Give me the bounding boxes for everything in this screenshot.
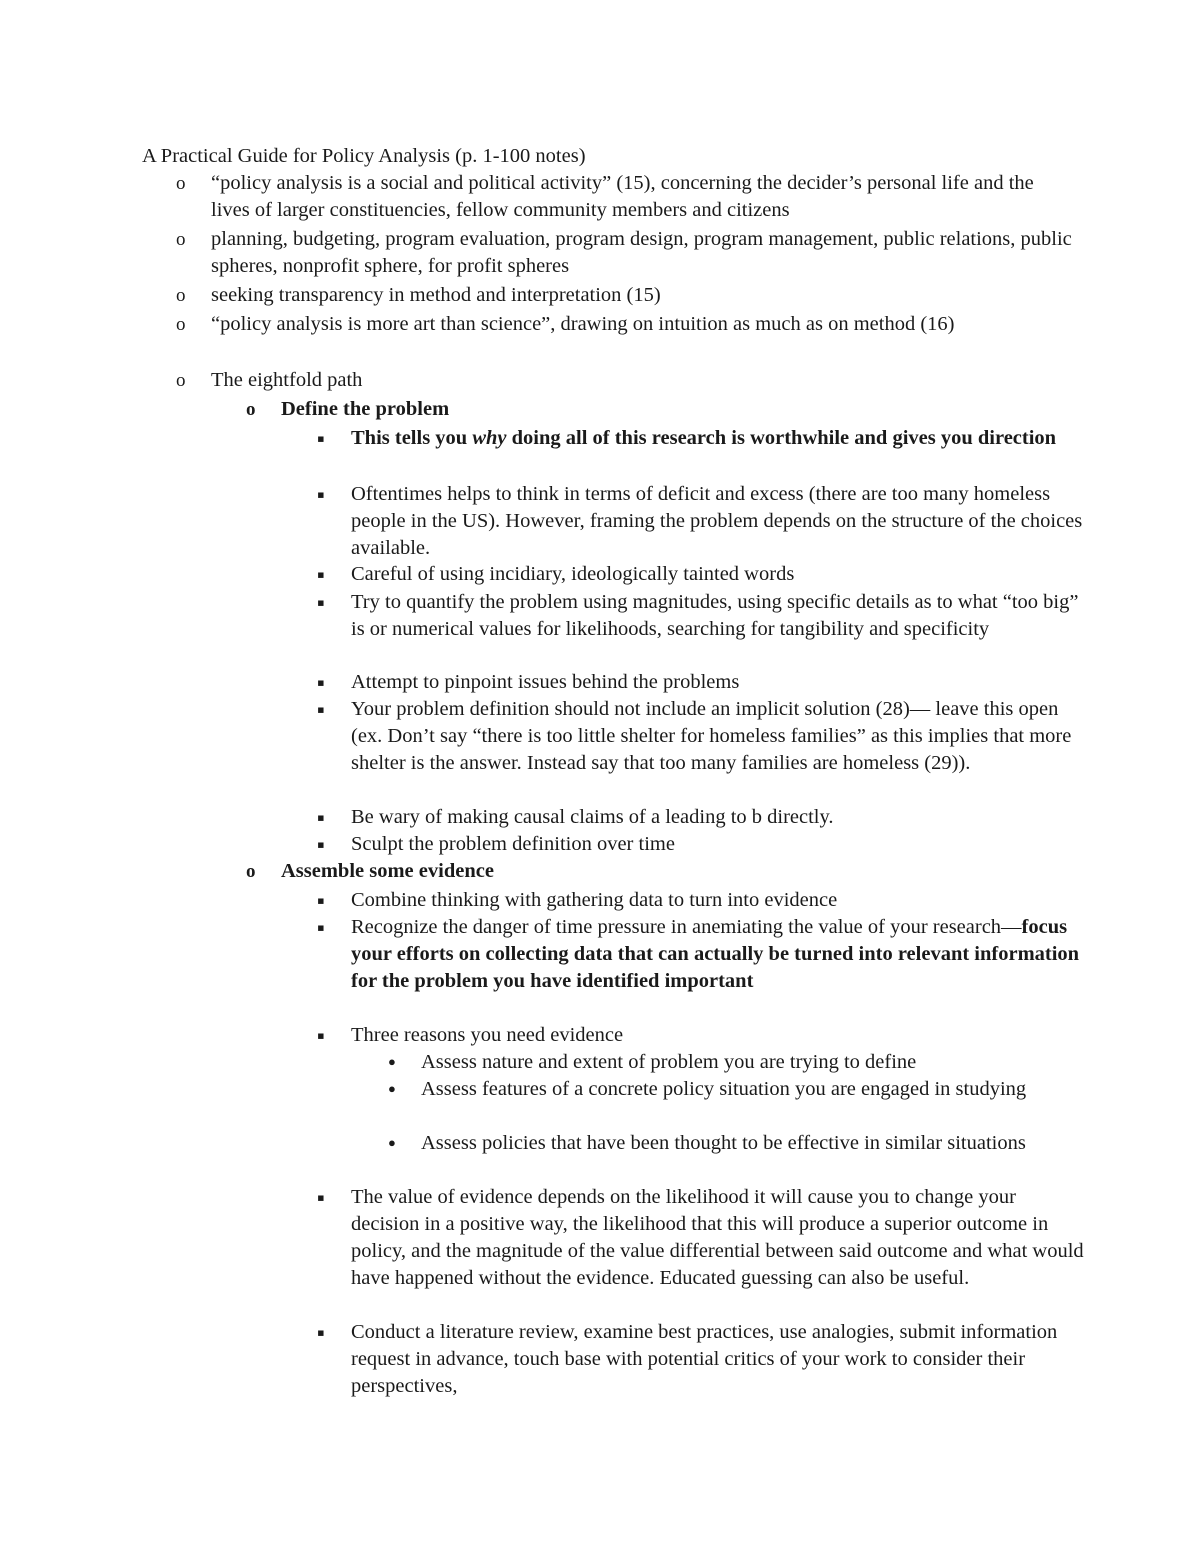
bold-circle-bullet-icon [246, 396, 276, 423]
dot-bullet-icon [386, 1076, 416, 1104]
list-item [316, 1022, 1086, 1049]
list-item-text: Assess nature and extent of problem you are trying to define [421, 1051, 917, 1073]
list-item-text: This tells you why doing all of this research is worthwhile and gives you direction [351, 427, 1057, 449]
circle-bullet-icon [176, 282, 206, 309]
square-bullet-icon [316, 696, 346, 725]
list-item [316, 1184, 1086, 1292]
list-item [176, 170, 1076, 224]
list-item-text: Sculpt the problem definition over time [351, 833, 675, 855]
circle-bullet-icon [176, 226, 206, 253]
heading-text: Define the problem [281, 398, 450, 420]
circle-bullet-icon [176, 170, 206, 197]
sub-list-item [386, 1049, 1086, 1076]
square-bullet-icon [316, 804, 346, 833]
list-item [176, 282, 1076, 309]
list-item-text: Attempt to pinpoint issues behind the problems [351, 671, 740, 693]
list-item [316, 887, 1086, 914]
list-item-text: Careful of using incidiary, ideologically tainted words [351, 563, 795, 585]
document-title: A Practical Guide for Policy Analysis (p. 1-100 notes) [142, 145, 586, 167]
square-bullet-icon [316, 1319, 346, 1348]
list-item-text: The value of evidence depends on the likelihood it will cause you to change your decision in a positive way, the likelihood that this will produce a superior outcome in policy, and the magnitude of the value differential between said outcome and what would have happened without the evidence. Educated guessing can also be useful. [351, 1186, 1084, 1289]
list-item [316, 561, 1086, 588]
square-bullet-icon [316, 669, 346, 698]
list-item-text: “policy analysis is more art than science”, drawing on intuition as much as on method (16) [211, 313, 955, 335]
list-item-text: Three reasons you need evidence [351, 1024, 624, 1046]
list-item [316, 589, 1086, 643]
list-item-text: Conduct a literature review, examine best practices, use analogies, submit information request in advance, touch base with potential critics of your work to consider their perspectives, [351, 1321, 1058, 1397]
list-item [316, 804, 1086, 831]
list-item [316, 425, 1086, 452]
list-item [176, 226, 1076, 280]
list-item [316, 696, 1086, 777]
square-bullet-icon [316, 1184, 346, 1213]
list-item-text: Be wary of making causal claims of a leading to b directly. [351, 806, 834, 828]
circle-bullet-icon [176, 367, 206, 394]
list-item-text: planning, budgeting, program evaluation, program design, program management, public relations, public spheres, nonprofit sphere, for profit spheres [211, 228, 1072, 277]
list-item [316, 481, 1086, 562]
list-item [316, 1319, 1086, 1400]
dot-bullet-icon [386, 1049, 416, 1077]
square-bullet-icon [316, 831, 346, 860]
dot-bullet-icon [386, 1130, 416, 1158]
square-bullet-icon [316, 887, 346, 916]
list-item-text: Assess policies that have been thought to be effective in similar situations [421, 1132, 1026, 1154]
square-bullet-icon [316, 589, 346, 618]
sub-list-item [386, 1076, 1086, 1103]
list-item-text: seeking transparency in method and interpretation (15) [211, 284, 661, 306]
list-item-text: Try to quantify the problem using magnitudes, using specific details as to what “too big” is or numerical values for likelihoods, searching for tangibility and specificity [351, 591, 1079, 640]
square-bullet-icon [316, 561, 346, 590]
list-item-text: “policy analysis is a social and political activity” (15), concerning the decider’s personal life and the lives of larger constituencies, fellow community members and citizens [211, 172, 1034, 221]
bold-circle-bullet-icon [246, 858, 276, 885]
sub-list-item [386, 1130, 1086, 1157]
list-item-text: Combine thinking with gathering data to turn into evidence [351, 889, 838, 911]
list-item-text: Recognize the danger of time pressure in anemiating the value of your research—focus your efforts on collecting data that can actually be turned into relevant information for the problem you have identified important [351, 916, 1080, 992]
square-bullet-icon [316, 425, 346, 454]
square-bullet-icon [316, 914, 346, 943]
square-bullet-icon [316, 481, 346, 510]
list-item-text: Your problem definition should not include an implicit solution (28)— leave this open (ex. Don’t say “there is too little shelter for homeless families” as this implies that more shelter is the answer. Instead say that too many families are homeless (29)). [351, 698, 1072, 774]
heading-text: Assemble some evidence [281, 860, 494, 882]
section-heading-assemble [246, 858, 1086, 885]
list-item-text: The eightfold path [211, 369, 363, 391]
list-item-text: Assess features of a concrete policy situation you are engaged in studying [421, 1078, 1027, 1100]
section-heading-define [246, 396, 1086, 423]
list-item [316, 669, 1086, 696]
list-item [316, 831, 1086, 858]
list-item [316, 914, 1086, 995]
square-bullet-icon [316, 1022, 346, 1051]
list-item-text: Oftentimes helps to think in terms of deficit and excess (there are too many homeless people in the US). However, framing the problem depends on the structure of the choices available. [351, 483, 1083, 559]
circle-bullet-icon [176, 311, 206, 338]
list-item [176, 367, 1076, 394]
list-item [176, 311, 1076, 338]
